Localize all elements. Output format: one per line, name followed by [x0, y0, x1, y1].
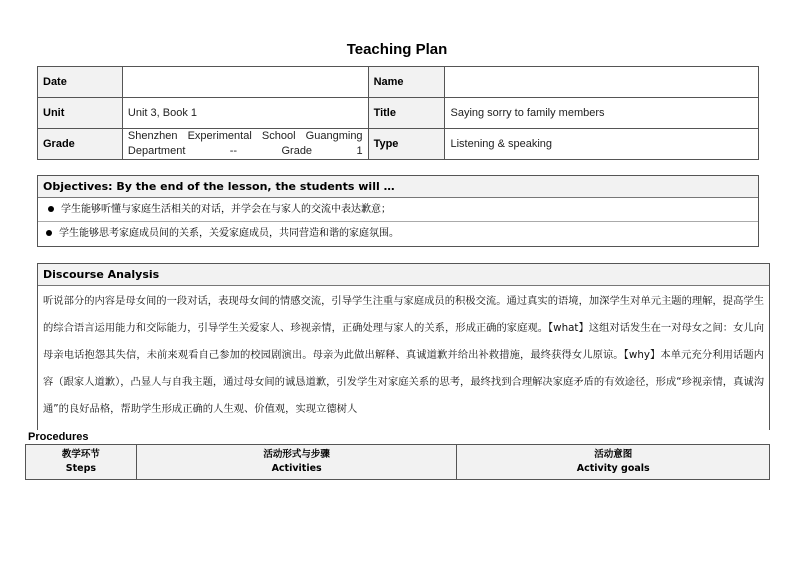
- grade-value: Shenzhen Experimental School Guangming Department -- Grade 1: [127, 130, 363, 157]
- objectives-header: Objectives: By the end of the lesson, the students will …: [38, 176, 758, 198]
- title-label: Title: [368, 98, 445, 129]
- unit-value: Unit 3, Book 1: [122, 98, 368, 129]
- name-label: Name: [368, 67, 445, 98]
- unit-label: Unit: [38, 98, 123, 129]
- discourse-text: 听说部分的内容是母女间的一段对话，表现母女间的情感交流，引导学生注重与家庭成员的积极交流。通过真实的语境，加深学生对单元主题的理解，提高学生的综合语言运用能力和交际能力，引导学生关爱家人、珍视亲情，正确处理与家人的关系，形成正确的家庭观。【what】这组对话发生在一对母女之间：女儿向母亲电话抱怨其失信，未前来观看自己参加的校园剧演出。母亲为此做出解释、真诚道歉并给出补救措施，最终获得女儿原谅。【why】本单元充分利用话题内容（跟家人道歉），凸显人与自我主题，通过母女间的诚恳道歉，引发学生对家庭关系的思考，最终找到合理解决家庭矛盾的有效途径，形成“珍视亲情，真诚沟通”的良好品格，帮助学生形成正确的人生观、价值观，实现立德树人: [43, 295, 764, 415]
- discourse-box: [37, 263, 770, 430]
- procedures-title: Procedures: [28, 431, 89, 443]
- title-value: Saying sorry to family members: [445, 98, 759, 129]
- page-title: Teaching Plan: [346, 41, 448, 58]
- date-label: Date: [38, 67, 123, 98]
- name-field[interactable]: [445, 67, 759, 98]
- discourse-header: Discourse Analysis: [38, 264, 769, 286]
- type-value: Listening & speaking: [445, 129, 759, 160]
- goals-column-header: 活动意图 Activity goals: [457, 445, 770, 480]
- objectives-box: [37, 175, 759, 247]
- info-table: [37, 66, 759, 160]
- activities-column-header: 活动形式与步骤 Activities: [136, 445, 457, 480]
- objective-item: 学生能够听懂与家庭生活相关的对话，并学会在与家人的交流中表达歉意；: [38, 198, 758, 222]
- grade-label: Grade: [38, 129, 123, 160]
- bullet-icon: [46, 230, 52, 236]
- date-field[interactable]: [122, 67, 368, 98]
- steps-column-header: 教学环节 Steps: [26, 445, 137, 480]
- procedures-table: [25, 444, 770, 480]
- bullet-icon: [48, 206, 54, 212]
- objective-item: 学生能够思考家庭成员间的关系，关爱家庭成员，共同营造和谐的家庭氛围。: [38, 222, 758, 245]
- type-label: Type: [368, 129, 445, 160]
